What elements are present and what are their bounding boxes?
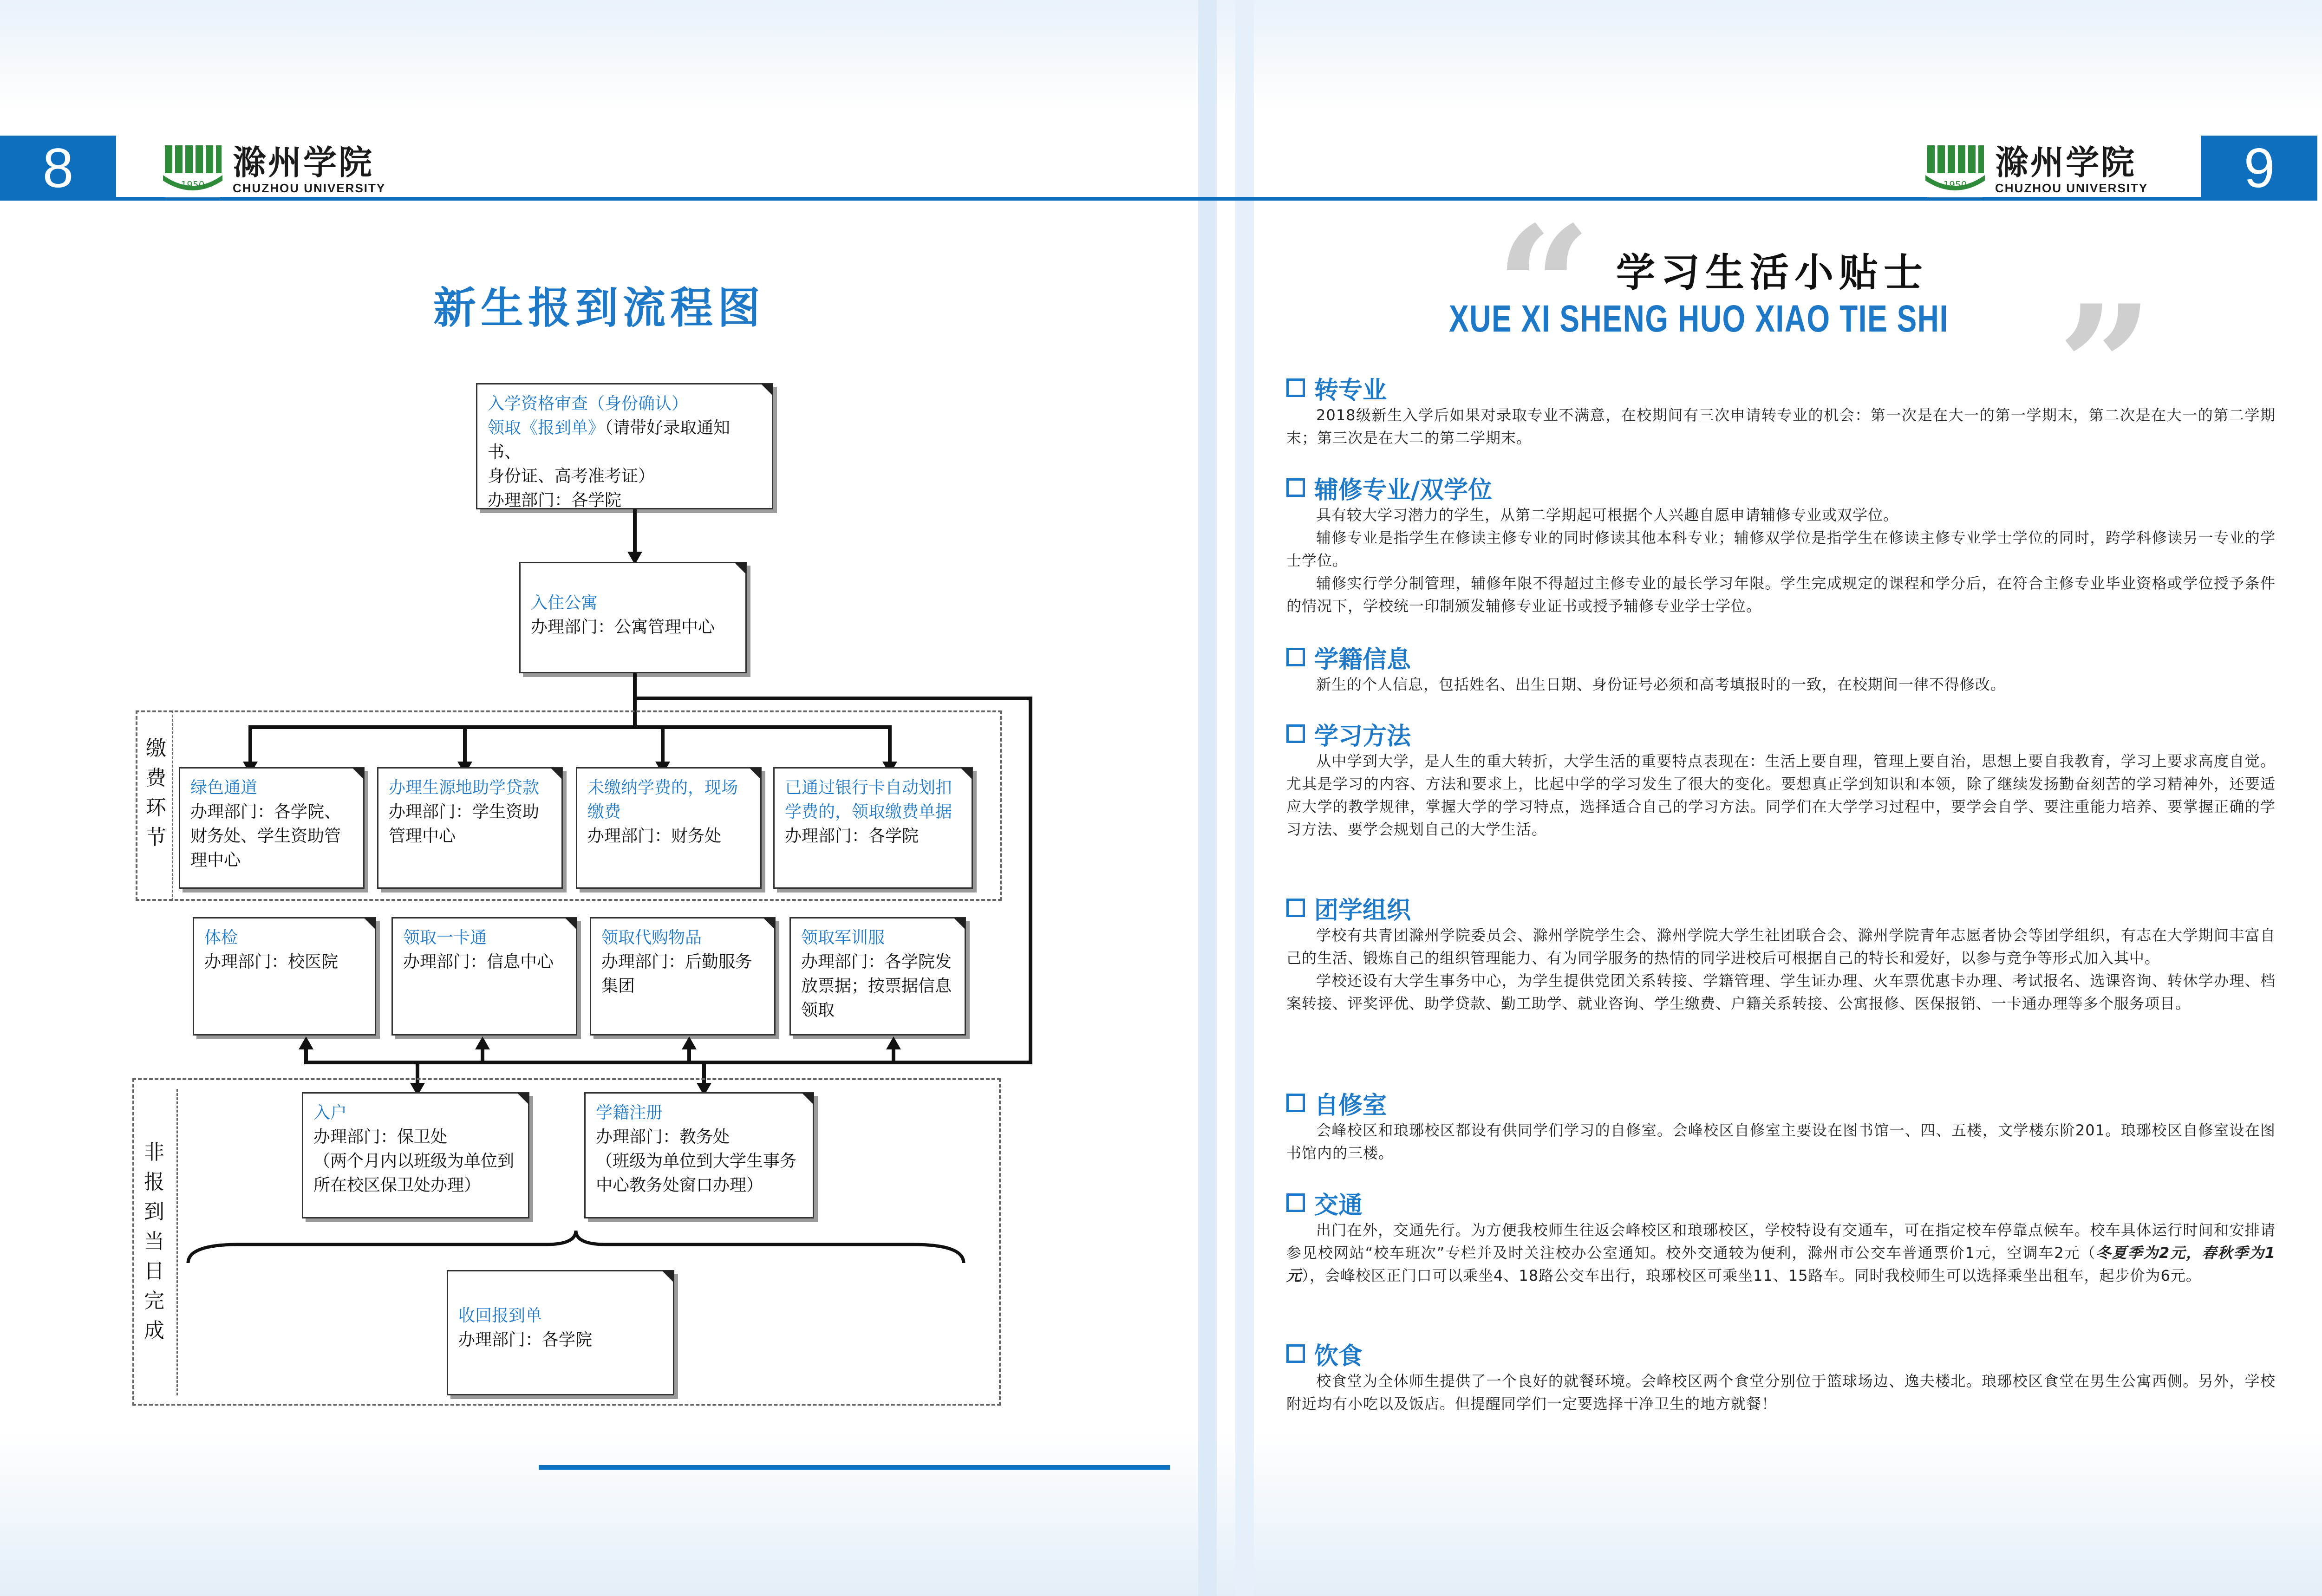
- tips-title: 学习生活小贴士: [1616, 250, 1929, 295]
- open-quote-icon: “: [1495, 189, 1592, 386]
- checkbox-square-icon: [1286, 1344, 1305, 1363]
- section-paragraph: 出门在外，交通先行。为方便我校师生往返会峰校区和琅琊校区，学校特设有交通车，可在指定校车停靠点候车。校车具体运行时间和安排请参见校网站“校车班次”专栏并及时关注校办公室通知。校外交通较为便利，滁州市公交车普通票价1元，空调车2元（冬夏季为2元，春秋季为1元），会峰校区正门口可以乘坐4、18路公交车出行，琅琊校区可乘坐11、15路车。同时我校师生可以选择乘坐出租车，起步价为6元。: [1286, 1221, 2276, 1284]
- section-paragraph: 具有较大学习潜力的学生，从第二学期起可根据个人兴趣自愿申请辅修专业或双学位。: [1316, 506, 1899, 524]
- section-heading: 转专业: [1314, 376, 1387, 404]
- group-divider: [172, 710, 173, 901]
- node-dept: 办理部门：公寓管理中心: [531, 618, 715, 637]
- node-return-form: [447, 1270, 674, 1395]
- section-heading: 饮食: [1314, 1342, 1363, 1370]
- node-household: [302, 1092, 529, 1218]
- section-student-records: [1286, 641, 2276, 696]
- node-title: 学籍注册: [596, 1103, 663, 1122]
- node-dept: 办理部门：财务处: [587, 827, 722, 846]
- node-title: 办理生源地助学贷款: [389, 778, 540, 797]
- checkbox-square-icon: [1286, 478, 1305, 497]
- node-title: 绿色通道: [190, 778, 258, 797]
- section-student-organizations: [1286, 892, 2276, 1015]
- connector: [481, 1047, 484, 1063]
- node-military-uniform: [789, 917, 966, 1036]
- gutter-stripe: [1198, 0, 1217, 1596]
- fare-emphasis: 冬夏季为2元，春秋季为1元: [1286, 1244, 2276, 1284]
- section-paragraph: 辅修专业是指学生在修读主修专业的同时修读其他本科专业；辅修双学位是指学生在修读主修专业学士学位的同时，跨学科修读另一专业的学士学位。: [1286, 529, 2276, 569]
- checkbox-square-icon: [1286, 899, 1305, 917]
- section-minor-degree: [1286, 471, 2276, 618]
- arrow-up-icon: [475, 1036, 490, 1049]
- node-dept: 办理部门：各学院: [458, 1330, 593, 1349]
- node-admission-check: [476, 383, 773, 509]
- logo: [1923, 139, 2148, 200]
- node-title: 领取《报到单》: [488, 418, 605, 437]
- connector: [892, 1047, 895, 1063]
- logo-name-cn: 滁州学院: [1995, 142, 2137, 182]
- node-title: 入住公寓: [531, 593, 598, 612]
- section-heading: 学习方法: [1314, 722, 1411, 750]
- node-title: 已通过银行卡自动划扣学费的，领取缴费单据: [785, 778, 952, 821]
- svg-text:1950: 1950: [1943, 179, 1967, 190]
- flow-title: 新生报到流程图: [433, 283, 765, 333]
- not-same-day-label: 非报到当日完成: [144, 1140, 164, 1342]
- node-title: 收回报到单: [458, 1306, 542, 1325]
- right-page: [1198, 0, 2322, 1596]
- section-paragraph: 从中学到大学，是人生的重大转折，大学生活的重要特点表现在：生活上要自理，管理上要自治，思想上要自我教育，学习上要求高度自觉。尤其是学习的内容、方法和要求上，比起中学的学习发生了很大的变化。要想真正学到知识和本领，除了继续发扬勤奋刻苦的学习精神外，还要适应大学的教学规律，掌握大学的学习特点，选择适合自己的学习方法。同学们在大学学习过程中，要学会自学、要注重能力培养、要掌握正确的学习方法、要学会规划自己的大学生活。: [1286, 752, 2276, 838]
- node-title: 领取代购物品: [601, 928, 702, 947]
- node-note: （请带好录取通知书、: [488, 418, 731, 462]
- chuzhou-university-logo-icon: [160, 142, 225, 197]
- brace-icon: [183, 1226, 968, 1272]
- node-registration: [584, 1092, 814, 1218]
- arrow-up-icon: [886, 1036, 901, 1049]
- node-health-check: [193, 917, 376, 1036]
- arrow-up-icon: [682, 1036, 697, 1049]
- checkbox-square-icon: [1286, 648, 1305, 666]
- node-title: 入户: [313, 1103, 347, 1122]
- page-number: 8: [0, 136, 116, 201]
- node-title: 领取军训服: [801, 928, 885, 947]
- logo-name-en: CHUZHOU UNIVERSITY: [1995, 181, 2148, 195]
- section-paragraph: 学校有共青团滁州学院委员会、滁州学院学生会、滁州学院大学生社团联合会、滁州学院青年志愿者协会等团学组织，有志在大学期间丰富自己的生活、锻炼自己的组织管理能力、有为同学服务的热情的同学进校后可根据自己的特长和爱好，以参与竞争等形式加入其中。: [1286, 926, 2276, 967]
- node-title: 未缴纳学费的，现场缴费: [587, 778, 738, 821]
- connector: [888, 725, 892, 765]
- connector: [248, 725, 252, 765]
- checkbox-square-icon: [1286, 724, 1305, 743]
- connector: [687, 1047, 691, 1063]
- gutter-stripe: [1235, 0, 1254, 1596]
- chuzhou-university-logo-icon: [1923, 142, 1988, 197]
- group-divider: [176, 1089, 178, 1395]
- node-goods: [590, 917, 776, 1036]
- node-dept: 办理部门：信息中心: [403, 952, 554, 971]
- logo-name-en: CHUZHOU UNIVERSITY: [233, 181, 386, 195]
- node-note: （班级为单位到大学生事务中心教务处窗口办理）: [596, 1152, 797, 1195]
- node-title: 领取一卡通: [403, 928, 487, 947]
- node-title: 体检: [204, 928, 238, 947]
- tips-title-pinyin: XUE XI SHENG HUO XIAO TIE SHI: [1449, 298, 1949, 340]
- logo: [160, 139, 385, 200]
- close-quote-icon: ”: [2057, 268, 2154, 465]
- node-dept: 办理部门：后勤服务集团: [601, 952, 752, 996]
- node-dept: 办理部门：各学院: [488, 491, 622, 510]
- footer-rule: [539, 1465, 1170, 1470]
- section-paragraph: 会峰校区和琅琊校区都设有供同学们学习的自修室。会峰校区自修室主要设在图书馆一、四、五楼，文学楼东阶201。琅琊校区自修室设在图书馆内的三楼。: [1286, 1121, 2276, 1162]
- connector: [661, 725, 665, 765]
- node-bank-deduct: [773, 767, 973, 889]
- section-dining: [1286, 1337, 2276, 1415]
- node-dept: 办理部门：学生资助管理中心: [389, 802, 540, 846]
- connector: [463, 725, 467, 765]
- section-study-rooms: [1286, 1087, 2276, 1165]
- connector: [304, 1061, 1032, 1064]
- section-heading: 自修室: [1314, 1091, 1387, 1120]
- node-campus-card: [391, 917, 577, 1036]
- page-number: 9: [2201, 136, 2317, 201]
- node-green-channel: [179, 767, 365, 889]
- section-paragraph: 学校还设有大学生事务中心，为学生提供党团关系转接、学籍管理、学生证办理、火车票优惠卡办理、考试报名、选课咨询、转休学办理、档案转接、评奖评优、助学贷款、勤工助学、就业咨询、学生缴费、户籍关系转接、公寓报修、医保报销、一卡通办理等多个服务项目。: [1286, 972, 2276, 1012]
- node-dorm: [519, 562, 747, 673]
- section-heading: 学籍信息: [1314, 645, 1411, 674]
- connector: [304, 1047, 308, 1063]
- connector: [633, 509, 637, 554]
- node-loan: [377, 767, 563, 889]
- section-heading: 交通: [1314, 1191, 1363, 1219]
- node-dept: 办理部门：保卫处: [313, 1127, 448, 1147]
- node-note: （两个月内以班级为单位到所在校区保卫处办理）: [313, 1152, 515, 1195]
- section-transfer-major: [1286, 371, 2276, 449]
- logo-name-cn: 滁州学院: [233, 142, 374, 182]
- section-study-methods: [1286, 717, 2276, 841]
- section-heading: 团学组织: [1314, 896, 1411, 925]
- node-dept: 办理部门：校医院: [204, 952, 339, 971]
- node-dept: 办理部门：教务处: [596, 1127, 730, 1147]
- connector: [633, 697, 1032, 700]
- node-dept: 办理部门：各学院: [785, 827, 919, 846]
- section-heading: 辅修专业/双学位: [1314, 476, 1492, 504]
- checkbox-square-icon: [1286, 378, 1305, 397]
- section-paragraph: 校食堂为全体师生提供了一个良好的就餐环境。会峰校区两个食堂分别位于篮球场边、逸夫楼北。琅琊校区食堂在男生公寓西侧。另外，学校附近均有小吃以及饭店。但提醒同学们一定要选择干净卫生的地方就餐！: [1286, 1372, 2276, 1413]
- checkbox-square-icon: [1286, 1094, 1305, 1112]
- arrow-up-icon: [299, 1036, 313, 1049]
- section-paragraph: 2018级新生入学后如果对录取专业不满意，在校期间有三次申请转专业的机会：第一次是在大一的第一学期末，第二次是在大一的第二学期末；第三次是在大二的第二学期末。: [1286, 406, 2276, 447]
- node-dept: 办理部门：各学院、财务处、学生资助管理中心: [190, 802, 341, 870]
- node-title: 入学资格审查（身份确认）: [488, 394, 689, 413]
- checkbox-square-icon: [1286, 1193, 1305, 1212]
- section-paragraph: 新生的个人信息，包括姓名、出生日期、身份证号必须和高考填报时的一致，在校期间一律不得修改。: [1316, 676, 2006, 693]
- node-onsite-pay: [576, 767, 762, 889]
- section-paragraph: 辅修实行学分制管理，辅修年限不得超过主修专业的最长学习年限。学生完成规定的课程和学分后，在符合主修专业毕业资格或学位授予条件的情况下，学校统一印制颁发辅修专业证书或授予辅修专业学士学位。: [1286, 574, 2276, 615]
- svg-text:1950: 1950: [181, 179, 205, 190]
- connector: [1029, 697, 1032, 1063]
- payment-group-label: 缴费环节: [146, 736, 166, 849]
- node-dept: 办理部门：各学院发放票据；按票据信息领取: [801, 952, 952, 1020]
- section-transportation: [1286, 1186, 2276, 1287]
- node-note: 身份证、高考准考证）: [488, 467, 655, 486]
